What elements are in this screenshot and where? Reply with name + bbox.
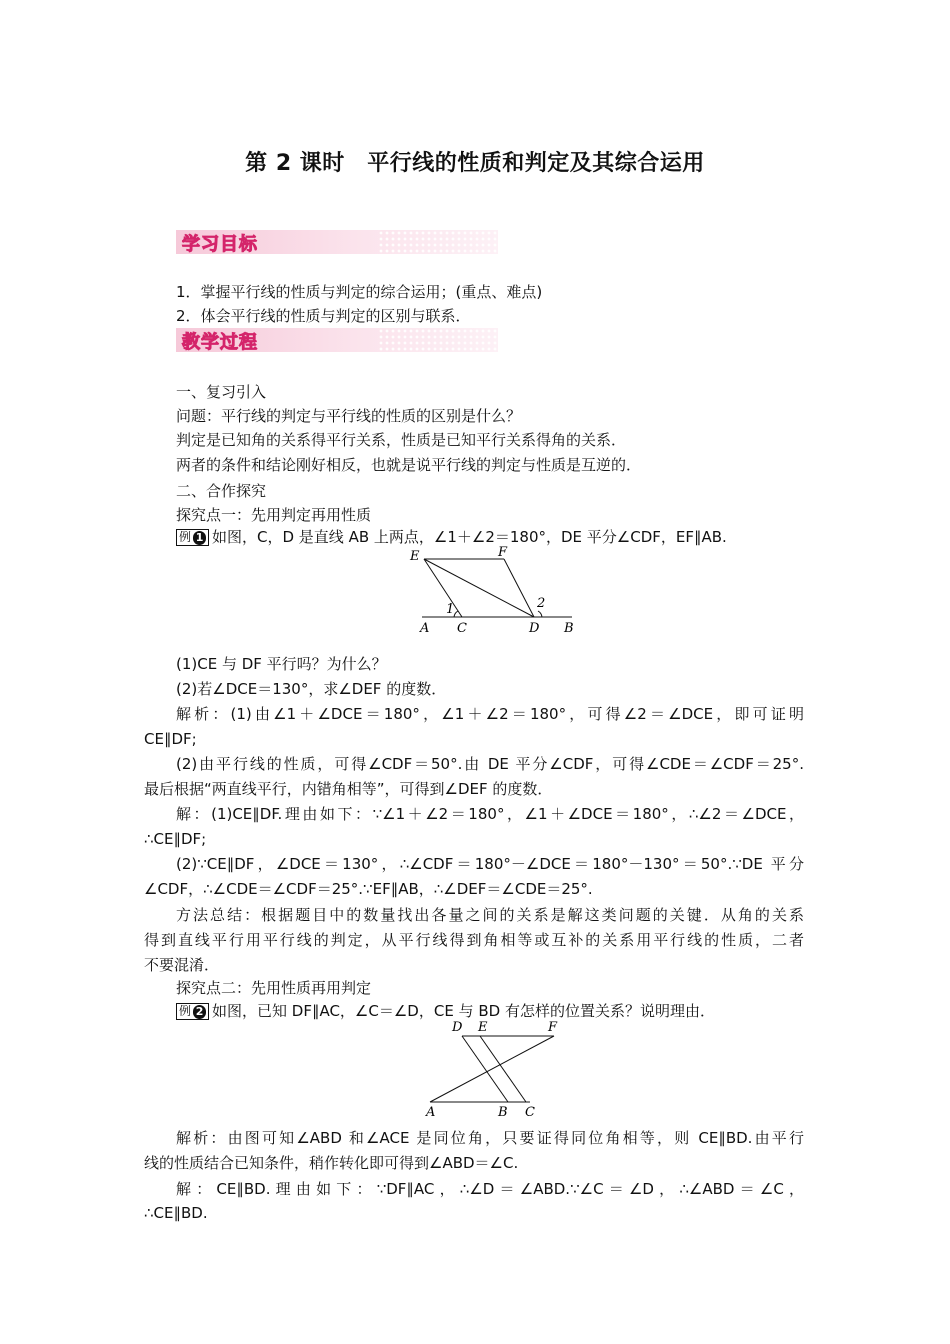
label-c: C bbox=[525, 1105, 535, 1118]
label-b: B bbox=[564, 621, 574, 636]
label-e: E bbox=[410, 549, 420, 564]
line-ec bbox=[480, 1036, 526, 1102]
explore-heading: 二、合作探究 bbox=[176, 482, 267, 500]
line-df bbox=[504, 559, 534, 617]
review-line: 判定是已知角的关系得平行关系，性质是已知平行关系得角的关系． bbox=[176, 431, 627, 449]
example-1-analysis-line: 最后根据“两直线平行，内错角相等”，可得到∠DEF 的度数． bbox=[144, 780, 553, 798]
angle-1-arc bbox=[454, 611, 458, 617]
lesson-title: 第 2 课时 平行线的性质和判定及其综合运用 bbox=[245, 151, 705, 176]
example-2-text: 如图，已知 DF∥AC，∠C＝∠D，CE 与 BD 有怎样的位置关系？说明理由． bbox=[212, 1002, 715, 1020]
example-2-solution-line: 解：CE∥BD.理由如下：∵DF∥AC，∴∠D＝∠ABD.∵∠C＝∠D，∴∠ABD＝∠C， bbox=[176, 1180, 804, 1198]
review-line: 问题：平行线的判定与平行线的性质的区别是什么？ bbox=[176, 407, 522, 425]
example-2-analysis-line: 解析：由图可知∠ABD 和∠ACE 是同位角，只要证得同位角相等，则 CE∥BD.由平行 bbox=[176, 1129, 804, 1147]
label-angle-1: 1 bbox=[446, 602, 455, 617]
goal-item: 1．掌握平行线的性质与判定的综合运用；(重点、难点) bbox=[176, 283, 543, 301]
angle-2-arc bbox=[538, 611, 542, 617]
goals-banner-label: 学习目标 bbox=[182, 234, 258, 255]
label-d: D bbox=[529, 621, 540, 636]
line-ce bbox=[424, 559, 462, 617]
label-f: F bbox=[498, 545, 508, 560]
banner-dots bbox=[378, 328, 498, 352]
explore-point-2: 探究点二：先用性质再用判定 bbox=[176, 979, 372, 997]
line-db bbox=[462, 1036, 508, 1102]
figure-2 bbox=[418, 1018, 568, 1118]
example-1-analysis-line: 解析：(1)由∠1＋∠DCE＝180°，∠1＋∠2＝180°，可得∠2＝∠DCE，即可证明 bbox=[176, 705, 804, 723]
example-1-question-1: (1)CE 与 DF 平行吗？为什么？ bbox=[176, 655, 387, 673]
example-1-solution-line: ∴CE∥DF; bbox=[144, 830, 207, 848]
goals-banner bbox=[176, 230, 498, 254]
line-de bbox=[424, 559, 534, 617]
label-e: E bbox=[478, 1020, 488, 1035]
label-a: A bbox=[426, 1105, 436, 1118]
label-b: B bbox=[498, 1105, 508, 1118]
label-d: D bbox=[452, 1020, 463, 1035]
example-1-text: 如图，C，D 是直线 AB 上两点，∠1＋∠2＝180°，DE 平分∠CDF，EF∥AB. bbox=[212, 528, 727, 546]
example-1-solution-line: ∠CDF，∴∠CDE＝∠CDF＝25°.∵EF∥AB，∴∠DEF＝∠CDE＝25°. bbox=[144, 880, 593, 898]
example-1-summary-line: 得到直线平行用平行线的判定，从平行线得到角相等或互补的关系用平行线的性质，二者 bbox=[144, 931, 804, 949]
example-2-tag: 例 2 bbox=[176, 1003, 209, 1020]
label-angle-2: 2 bbox=[537, 596, 546, 611]
process-banner bbox=[176, 328, 498, 352]
label-c: C bbox=[457, 621, 467, 636]
label-f: F bbox=[548, 1020, 558, 1035]
label-a: A bbox=[420, 621, 430, 636]
explore-point-1: 探究点一：先用判定再用性质 bbox=[176, 506, 372, 524]
review-line: 两者的条件和结论刚好相反，也就是说平行线的判定与性质是互逆的． bbox=[176, 456, 642, 474]
review-heading: 一、复习引入 bbox=[176, 383, 267, 401]
example-1-analysis-line: CE∥DF; bbox=[144, 730, 197, 748]
example-2-solution-line: ∴CE∥BD. bbox=[144, 1204, 208, 1222]
example-1-solution-line: 解：(1)CE∥DF.理由如下：∵∠1＋∠2＝180°，∠1＋∠DCE＝180°，∴∠2＝∠DCE， bbox=[176, 805, 804, 823]
process-banner-label: 教学过程 bbox=[182, 332, 258, 353]
example-1-statement bbox=[176, 527, 816, 547]
example-1-question-2: (2)若∠DCE＝130°，求∠DEF 的度数． bbox=[176, 680, 447, 698]
example-1-solution-line: (2)∵CE∥DF，∠DCE＝130°，∴∠CDF＝180°－∠DCE＝180°－130°＝50°.∵DE 平分 bbox=[176, 855, 804, 873]
line-af bbox=[430, 1036, 554, 1102]
example-1-summary-line: 方法总结：根据题目中的数量找出各量之间的关系是解这类问题的关键．从角的关系 bbox=[176, 906, 804, 924]
figure-1 bbox=[400, 545, 590, 637]
banner-dots bbox=[378, 230, 498, 254]
goal-item: 2．体会平行线的性质与判定的区别与联系． bbox=[176, 307, 471, 325]
example-2-analysis-line: 线的性质结合已知条件，稍作转化即可得到∠ABD＝∠C. bbox=[144, 1154, 519, 1172]
example-1-analysis-line: (2)由平行线的性质，可得∠CDF＝50°.由 DE 平分∠CDF，可得∠CDE＝∠CDF＝25°. bbox=[176, 755, 804, 773]
example-1-tag: 例 1 bbox=[176, 529, 209, 546]
example-1-summary-line: 不要混淆． bbox=[144, 956, 220, 974]
